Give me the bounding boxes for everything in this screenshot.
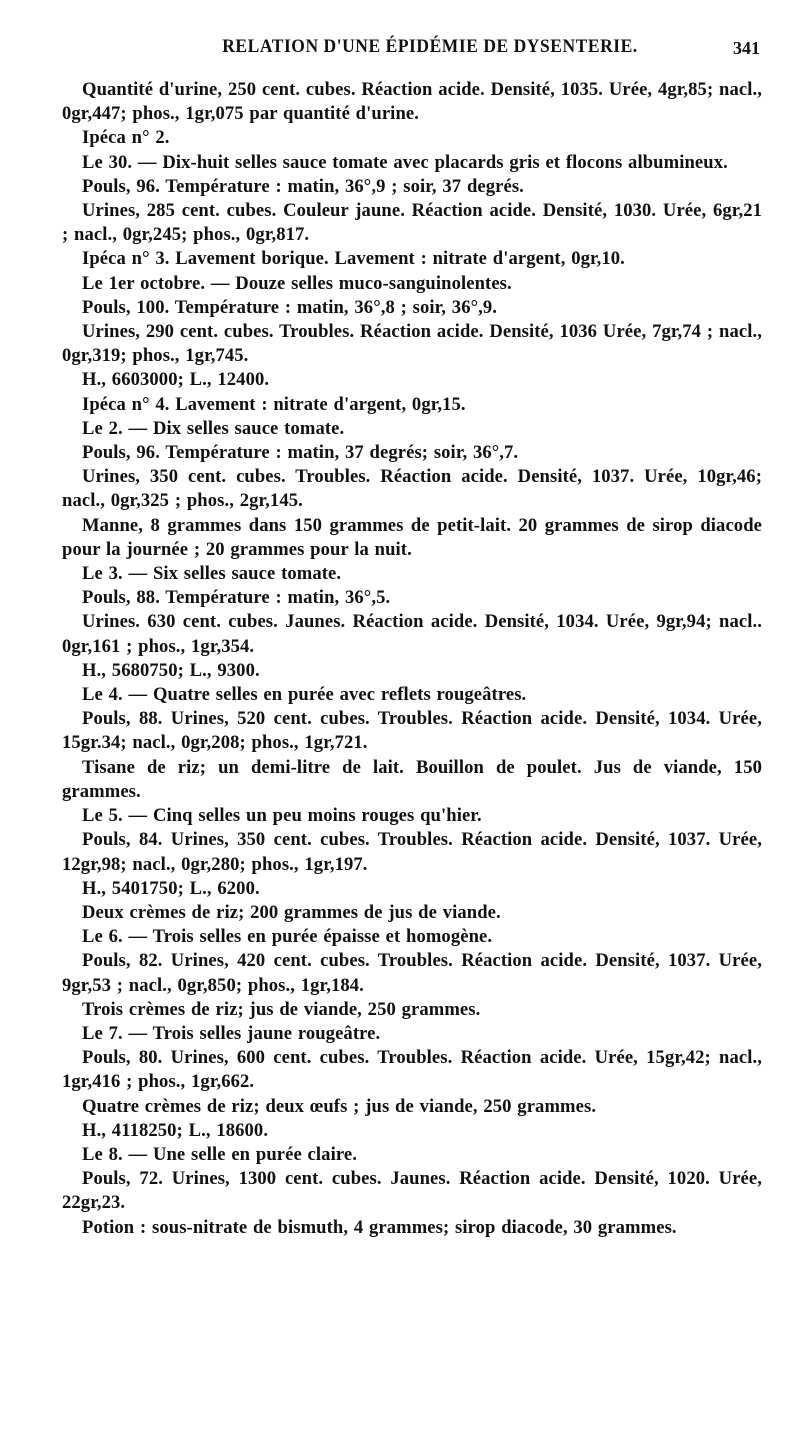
paragraph: Pouls, 84. Urines, 350 cent. cubes. Troubles. Réaction acide. Densité, 1037. Urée, 12gr,98; nacl., 0gr,280; phos., 1gr,197. bbox=[62, 829, 762, 875]
paragraph: Trois crèmes de riz; jus de viande, 250 grammes. bbox=[82, 998, 481, 1020]
paragraph: H., 6603000; L., 12400. bbox=[82, 369, 270, 391]
paragraph: Le 2. — Dix selles sauce tomate. bbox=[82, 417, 345, 439]
paragraph: Quatre crèmes de riz; deux œufs ; jus de viande, 250 grammes. bbox=[82, 1095, 597, 1117]
paragraph: Manne, 8 grammes dans 150 grammes de petit-lait. 20 grammes de sirop diacode pour la journée ; 20 grammes pour la nuit. bbox=[62, 514, 762, 560]
paragraph: Urines, 290 cent. cubes. Troubles. Réaction acide. Densité, 1036 Urée, 7gr,74 ; nacl., 0gr,319; phos., 1gr,745. bbox=[62, 321, 762, 367]
paragraph: Pouls, 88. Température : matin, 36°,5. bbox=[82, 587, 391, 609]
page-number: 341 bbox=[733, 38, 760, 58]
paragraph: Urines, 285 cent. cubes. Couleur jaune. Réaction acide. Densité, 1030. Urée, 6gr,21 ; nacl., 0gr,245; phos., 0gr,817. bbox=[62, 200, 762, 246]
paragraph: Pouls, 80. Urines, 600 cent. cubes. Troubles. Réaction acide. Urée, 15gr,42; nacl., 1gr,416 ; phos., 1gr,662. bbox=[62, 1047, 762, 1093]
page-body bbox=[62, 78, 762, 1240]
paragraph: Quantité d'urine, 250 cent. cubes. Réaction acide. Densité, 1035. Urée, 4gr,85; nacl., 0gr,447; phos., 1gr,075 par quantité d'urine. bbox=[62, 79, 762, 125]
paragraph: Tisane de riz; un demi-litre de lait. Bouillon de poulet. Jus de viande, 150 grammes. bbox=[62, 756, 762, 802]
paragraph: Le 3. — Six selles sauce tomate. bbox=[82, 563, 342, 585]
paragraph: Le 8. — Une selle en purée claire. bbox=[82, 1143, 357, 1165]
paragraph: H., 5401750; L., 6200. bbox=[82, 877, 260, 899]
paragraph: H., 4118250; L., 18600. bbox=[82, 1119, 269, 1141]
paragraph: Le 1er octobre. — Douze selles muco-sanguinolentes. bbox=[82, 272, 512, 294]
paragraph: Pouls, 96. Température : matin, 36°,9 ; soir, 37 degrés. bbox=[82, 175, 524, 197]
paragraph: Le 7. — Trois selles jaune rougeâtre. bbox=[82, 1022, 381, 1044]
paragraph: Ipéca n° 4. Lavement : nitrate d'argent, 0gr,15. bbox=[82, 393, 466, 415]
running-title: RELATION D'UNE ÉPIDÉMIE DE DYSENTERIE. bbox=[222, 36, 638, 57]
page-header bbox=[80, 36, 760, 66]
paragraph: Le 5. — Cinq selles un peu moins rouges qu'hier. bbox=[82, 805, 482, 827]
paragraph: Le 30. — Dix-huit selles sauce tomate avec placards gris et flocons albumineux. bbox=[82, 151, 728, 173]
paragraph: Deux crèmes de riz; 200 grammes de jus de viande. bbox=[82, 901, 501, 923]
paragraph: H., 5680750; L., 9300. bbox=[82, 659, 260, 681]
paragraph: Pouls, 72. Urines, 1300 cent. cubes. Jaunes. Réaction acide. Densité, 1020. Urée, 22gr,23. bbox=[62, 1168, 762, 1214]
paragraph: Ipéca n° 2. bbox=[82, 127, 170, 149]
paragraph: Pouls, 88. Urines, 520 cent. cubes. Troubles. Réaction acide. Densité, 1034. Urée, 15gr.34; nacl., 0gr,208; phos., 1gr,721. bbox=[62, 708, 762, 754]
paragraph: Urines, 350 cent. cubes. Troubles. Réaction acide. Densité, 1037. Urée, 10gr,46; nacl., 0gr,325 ; phos., 2gr,145. bbox=[62, 466, 762, 512]
paragraph: Le 4. — Quatre selles en purée avec reflets rougeâtres. bbox=[82, 684, 527, 706]
paragraph: Urines. 630 cent. cubes. Jaunes. Réaction acide. Densité, 1034. Urée, 9gr,94; nacl.. 0gr,161 ; phos., 1gr,354. bbox=[62, 611, 762, 657]
paragraph: Pouls, 100. Température : matin, 36°,8 ; soir, 36°,9. bbox=[82, 296, 498, 318]
paragraph: Ipéca n° 3. Lavement borique. Lavement : nitrate d'argent, 0gr,10. bbox=[82, 248, 625, 270]
paragraph: Pouls, 82. Urines, 420 cent. cubes. Troubles. Réaction acide. Densité, 1037. Urée, 9gr,53 ; nacl., 0gr,850; phos., 1gr,184. bbox=[62, 950, 762, 996]
paragraph: Le 6. — Trois selles en purée épaisse et homogène. bbox=[82, 926, 493, 948]
paragraph: Potion : sous-nitrate de bismuth, 4 grammes; sirop diacode, 30 grammes. bbox=[82, 1216, 677, 1238]
paragraph: Pouls, 96. Température : matin, 37 degrés; soir, 36°,7. bbox=[82, 442, 519, 464]
